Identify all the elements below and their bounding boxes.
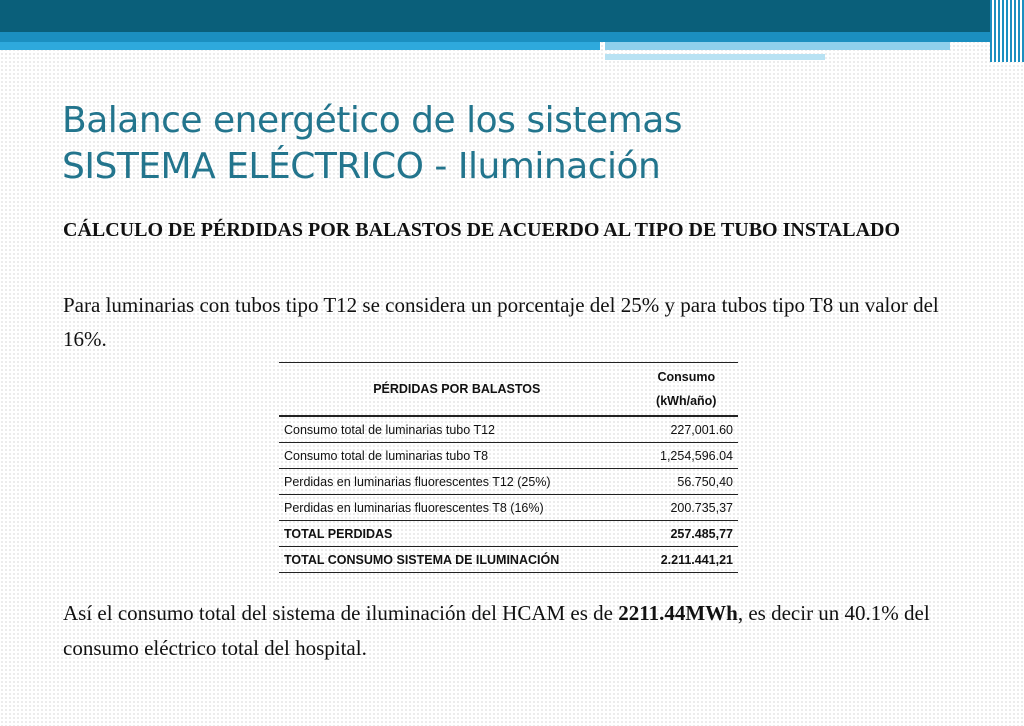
conclusion-paragraph [63, 596, 962, 666]
ballast-losses-table [279, 362, 738, 573]
table-row [279, 469, 738, 495]
row-label: Consumo total de luminarias tubo T12 [279, 416, 635, 443]
slide-title [62, 98, 682, 190]
slide-title-line2: SISTEMA ELÉCTRICO - Iluminación [62, 146, 661, 187]
row-value: 56.750,40 [635, 469, 738, 495]
row-value: 227,001.60 [635, 416, 738, 443]
table-header-value [635, 363, 738, 417]
header-bar-mid [0, 32, 1024, 42]
section-heading: CÁLCULO DE PÉRDIDAS POR BALASTOS DE ACUERDO AL TIPO DE TUBO INSTALADO [63, 219, 901, 241]
row-label: TOTAL CONSUMO SISTEMA DE ILUMINACIÓN [279, 547, 635, 573]
header-bar-faint [605, 54, 825, 60]
intro-paragraph: Para luminarias con tubos tipo T12 se considera un porcentaje del 25% y para tubos tipo T8 un valor del 16%. [63, 293, 939, 351]
table-row [279, 416, 738, 443]
row-value: 1,254,596.04 [635, 443, 738, 469]
table-header-value-line2: (kWh/año) [656, 394, 717, 408]
row-label: Perdidas en luminarias fluorescentes T8 (16%) [279, 495, 635, 521]
table-row [279, 495, 738, 521]
row-value: 2.211.441,21 [635, 547, 738, 573]
table-header-row [279, 363, 738, 417]
header-stripes [990, 0, 1024, 62]
header-bar-dark [0, 0, 990, 32]
table-header-value-line1: Consumo [657, 370, 716, 384]
row-label: Consumo total de luminarias tubo T8 [279, 443, 635, 469]
slide-title-line1: Balance energético de los sistemas [62, 100, 683, 141]
table-row-total-consumption [279, 547, 738, 573]
row-label: Perdidas en luminarias fluorescentes T12 (25%) [279, 469, 635, 495]
row-value: 200.735,37 [635, 495, 738, 521]
header-bar-light [0, 42, 600, 50]
conclusion-text-start: Así el consumo total del sistema de iluminación del HCAM es de [63, 601, 619, 625]
conclusion-text-end: , es decir un 40.1% del consumo eléctrico total del hospital. [63, 601, 930, 660]
row-value: 257.485,77 [635, 521, 738, 547]
table-header-label: PÉRDIDAS POR BALASTOS [279, 363, 635, 417]
table-row [279, 443, 738, 469]
table-row-total-losses [279, 521, 738, 547]
row-label: TOTAL PERDIDAS [279, 521, 635, 547]
conclusion-highlight-value: 2211.44MWh [618, 601, 738, 625]
header-bar-pale [605, 42, 950, 50]
